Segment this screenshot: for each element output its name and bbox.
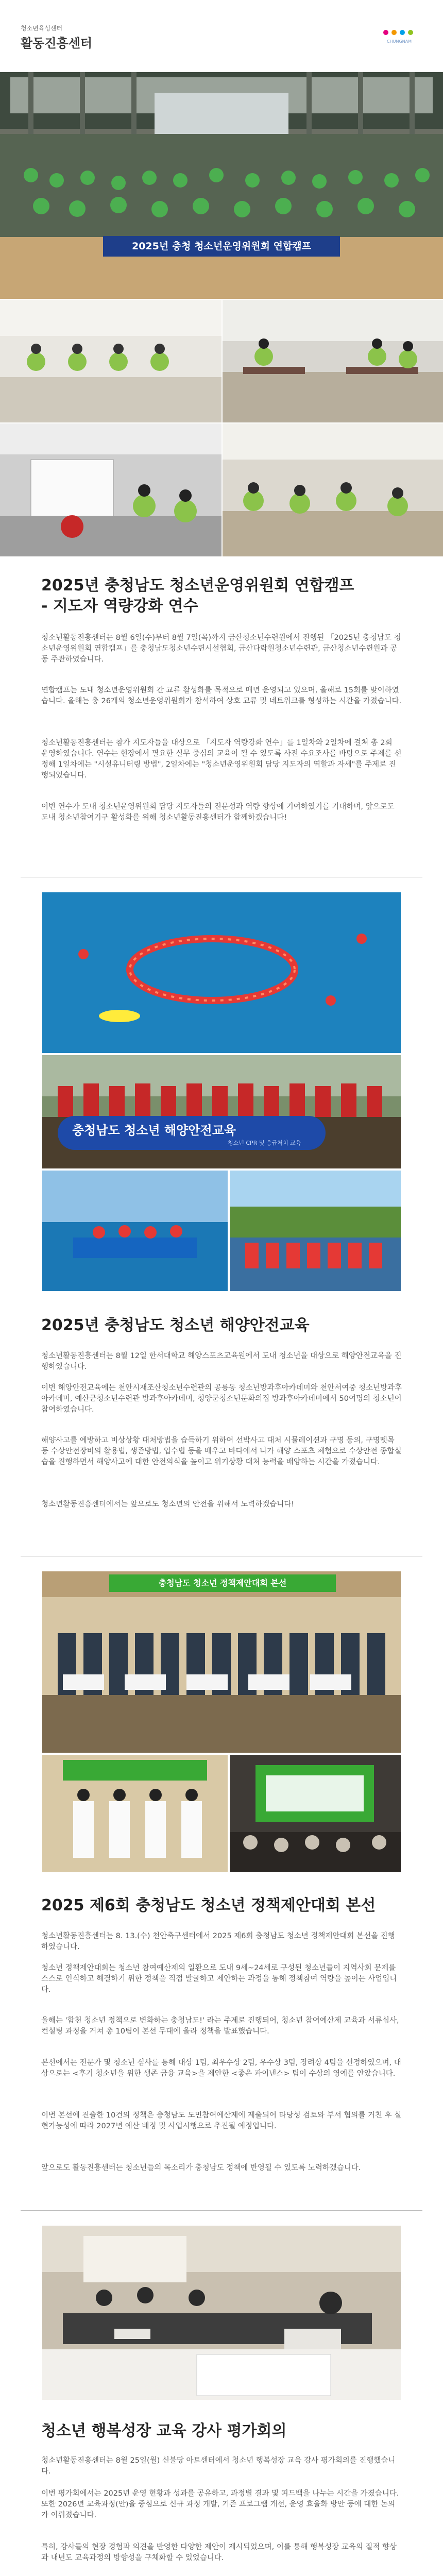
marine-banner-text: 충청남도 청소년 해양안전교육: [72, 1123, 236, 1138]
article-paragraph: 청소년 정책제안대회는 청소년 참여예산제의 일환으로 도내 9세~24세로 구성된 청소년들이 지역사회 문제를 스스로 인식하고 해결하기 위한 정책을 직접 발굴하고 제안하는 과정을 통해 정책참여 역량을 높이는 사업입니다.: [41, 1964, 397, 1994]
ocean-circle-photo: [42, 892, 401, 1053]
page-header: [0, 0, 443, 72]
article-subtitle: - 지도자 역량강화 연수: [41, 597, 198, 615]
org-title: 활동진흥센터: [21, 36, 93, 50]
training-photo-3: [0, 423, 222, 556]
article-paragraph: 본선에서는 전문가 및 청소년 심사를 통해 대상 1팀, 최우수상 2팀, 우수상 3팀, 장려상 4팀을 선정하였으며, 대상으로는 <후기 청소년을 위한 생존 금융 교육>을 제안한 <좋은 파이낸스> 팀이 수상의 영예를 안았습니다.: [41, 2059, 401, 2078]
article-paragraph: 특히, 강사들의 현장 경험과 의견을 반영한 다양한 제안이 제시되었으며, 이를 통해 행복성장 교육의 질적 향상과 내년도 교육과정의 방향성을 구체화할 수 있었습니다.: [41, 2543, 397, 2562]
logo-dot-icon: [391, 30, 397, 35]
award-photo: [42, 1755, 228, 1872]
article-paragraph: 이번 본선에 진출한 10건의 정책은 충청남도 도민참여예산제에 제출되어 타당성 검토와 부서 협의를 거친 후 실현가능성에 따라 2027년 예산 배정 및 사업시행으로 추진될 예정입니다.: [41, 2111, 402, 2130]
logo-dot-icon: [383, 30, 388, 35]
logo-dot-icon: [400, 30, 405, 35]
article-paragraph: 청소년활동진흥센터는 8월 25일(월) 신불당 아트센터에서 청소년 행복성장 교육 강사 평가회의를 진행했습니다.: [41, 2456, 396, 2476]
article-paragraph: 해양사고를 예방하고 비상상황 대처방법을 습득하기 위하여 선박사고 대처 시뮬레이션과 구명 동의, 구명뗏목 등 수상안전장비의 활용법, 생존방법, 입수법 등을 배우고 바다에서 나가 해양 스포츠 체험으로 수상안전 종합실습을 진행하면서 해양사고에 대한 안전의식을 높이고 위기상황 대처 능력을 배양하는 시간을 가졌습니다.: [41, 1436, 402, 1466]
logo-text: CHUNGNAM: [387, 39, 412, 44]
article-paragraph: 청소년활동진흥센터는 8월 6일(수)부터 8월 7일(목)까지 금산청소년수련원에서 진행된 「2025년 충청남도 청소년운영위원회 연합캠프」를 충청남도청소년수련시설협회, 금산다락원청소년수련관, 금산청소년수련원과 공동 주관하였습니다.: [41, 634, 401, 664]
article-paragraph: 청소년활동진흥센터에서는 앞으로도 청소년의 안전을 위해서 노력하겠습니다!: [41, 1500, 295, 1509]
training-photo-2: [223, 300, 443, 422]
article-title: 청소년 행복성장 교육 강사 평가회의: [41, 2422, 287, 2440]
policy-banner-text: 충청남도 청소년 정책제안대회 본선: [158, 1578, 287, 1588]
presentation-photo: [230, 1755, 401, 1872]
article-paragraph: 연합캠프는 도내 청소년운영위원회 간 교류 활성화를 목적으로 매년 운영되고 있으며, 올해로 15회를 맞이하였습니다. 올해는 총 26개의 청소년운영위원회가 참석하여 상호 교류 및 네트워크를 형성하는 시간을 가졌습니다.: [41, 686, 402, 705]
camp-banner-text: 2025년 충청 청소년운영위원회 연합캠프: [131, 241, 312, 252]
article-paragraph: 앞으로도 활동진흥센터는 청소년들의 목소리가 충청남도 정책에 반영될 수 있도록 노력하겠습니다.: [41, 2164, 361, 2172]
section-divider: [21, 2210, 422, 2211]
article-title: 2025년 충청남도 청소년운영위원회 연합캠프: [41, 577, 354, 595]
article-title: 2025년 충청남도 청소년 해양안전교육: [41, 1316, 310, 1334]
group-banner-photo: [42, 1055, 401, 1168]
marine-banner: [58, 1116, 326, 1150]
boat-photo: [42, 1171, 228, 1291]
article-title: 2025 제6회 충청남도 청소년 정책제안대회 본선: [41, 1896, 376, 1914]
training-photo-1: [0, 300, 222, 422]
article-paragraph: 청소년활동진흥센터는 8. 13.(수) 천안축구센터에서 2025 제6회 충청남도 청소년 정책제안대회 본선을 진행하였습니다.: [41, 1932, 395, 1951]
article-paragraph: 올해는 '함천 청소년 정책으로 변화하는 충청남도!' 라는 주제로 진행되어, 청소년 참여예산제 교육과 서류심사, 컨설팅 과정을 거쳐 총 10팀이 본선 무대에 올라 정책을 발표했습니다.: [41, 2016, 399, 2036]
org-subtitle: 청소년육성센터: [21, 25, 63, 32]
dock-photo: [230, 1171, 401, 1291]
article-paragraph: 이번 해양안전교육에는 천안시재조산청소년수련관의 공릉동 청소년방과후아카데미와 천안서여중 청소년방과후아카데미, 예산군청소년수련관 방과후아카데미, 청양군청소년문화의집 방과후아카데미에서 50여명의 청소년이 참여하였습니다.: [41, 1384, 402, 1414]
marine-banner-sub: 청소년 CPR 및 응급처치 교육: [228, 1140, 301, 1146]
article-paragraph: 이번 평가회에서는 2025년 운영 현황과 성과를 공유하고, 과정별 결과 및 피드백을 나누는 시간을 가졌습니다. 또한 2026년 교육과정(안)을 중심으로 신규 과정 개발, 기존 프로그램 개선, 운영 효율화 방안 등에 대한 논의가 이뤄졌습니다.: [41, 2489, 399, 2519]
meeting-photo: [42, 2226, 401, 2400]
logo-dot-icon: [408, 30, 413, 35]
training-photo-4: [223, 423, 443, 556]
article-paragraph: 청소년활동진흥센터는 8월 12일 한서대학교 해양스포츠교육원에서 도내 청소년을 대상으로 해양안전교육을 진행하였습니다.: [41, 1352, 402, 1371]
article-paragraph: 청소년활동진흥센터는 참가 지도자들을 대상으로 「지도자 역량강화 연수」를 1일차와 2일차에 걸쳐 총 2회 운영하였습니다. 연수는 현장에서 필요한 실무 중심의 교육이 될 수 있도록 사전 수요조사를 바탕으로 주제를 선정해 1일차에는 "시설유니터링 방법", 2일차에는 "청소년운영위원회 담당 지도자의 역할과 자세"를 주제로 진행되었습니다.: [41, 739, 402, 779]
chungnam-logo: [376, 25, 422, 45]
policy-group-photo: [42, 1571, 401, 1753]
camp-hall-photo: [0, 72, 443, 299]
article-paragraph: 이번 연수가 도내 청소년운영위원회 담당 지도자들의 전문성과 역량 향상에 기여하였기를 기대하며, 앞으로도 도내 청소년참여기구 활성화를 위해 청소년활동진흥센터가 함께하겠습니다!: [41, 803, 395, 822]
